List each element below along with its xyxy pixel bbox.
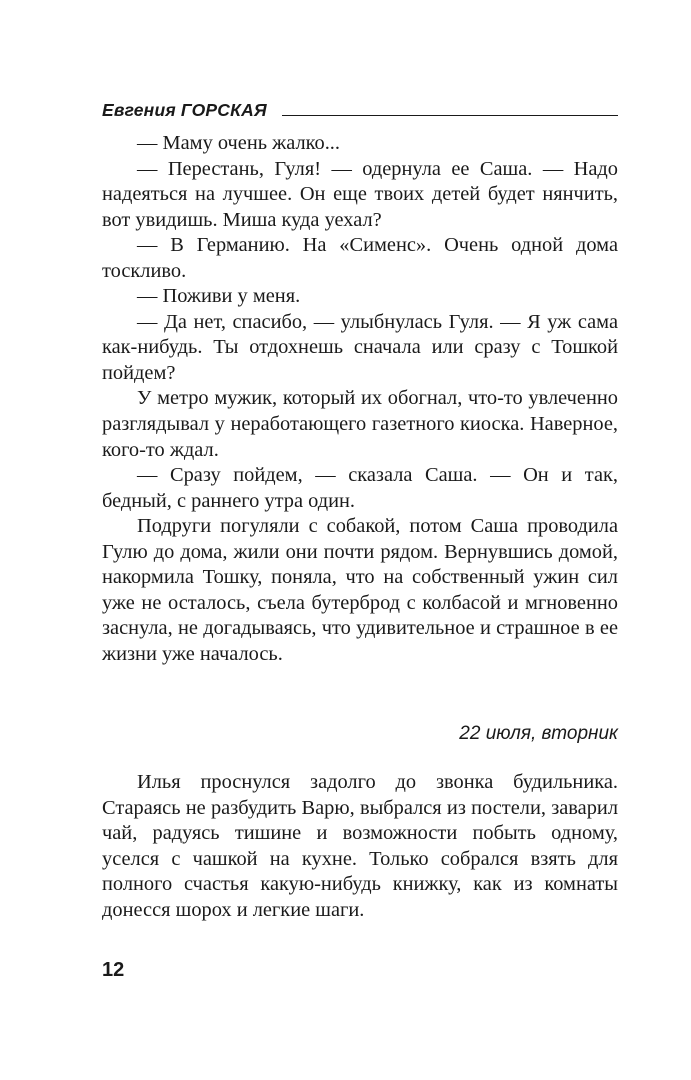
paragraph: — Маму очень жалко... bbox=[137, 132, 340, 154]
paragraph: Подруги погуляли с собакой, потом Саша проводила Гулю до дома, жили они почти рядом. Вернувшись домой, накормила Тошку, поняла, что на собственный ужин сил уже не осталось, съела бутерброд с колбасой и мгновенно заснула, не догадываясь, что удивительное и страшное в ее жизни уже началось. bbox=[102, 515, 618, 665]
paragraph: У метро мужик, который их обогнал, что-то увлеченно разглядывал у неработающего газетного киоска. Наверное, кого-то ждал. bbox=[102, 387, 618, 461]
paragraph: — Да нет, спасибо, — улыбнулась Гуля. — Я уж сама как-нибудь. Ты отдохнешь сначала или сразу с Тошкой пойдем? bbox=[102, 310, 618, 384]
text-block-1 bbox=[102, 131, 618, 667]
page-number: 12 bbox=[102, 959, 125, 981]
running-header bbox=[102, 99, 618, 121]
paragraph: — В Германию. На «Сименс». Очень одной дома тоскливо. bbox=[102, 234, 618, 282]
paragraph: — Перестань, Гуля! — одернула ее Саша. — Надо надеяться на лучшее. Он еще твоих детей будет нянчить, вот увидишь. Миша куда уехал? bbox=[102, 157, 618, 231]
paragraph: — Сразу пойдем, — сказала Саша. — Он и так, бедный, с раннего утра один. bbox=[102, 464, 618, 512]
header-rule bbox=[282, 115, 618, 116]
author-name: Евгения ГОРСКАЯ bbox=[102, 100, 267, 120]
text-block-2 bbox=[102, 770, 618, 923]
paragraph: — Поживи у меня. bbox=[137, 285, 301, 308]
date-heading: 22 июля, вторник bbox=[459, 723, 618, 744]
paragraph: Илья проснулся задолго до звонка будильника. Стараясь не разбудить Варю, выбрался из постели, заварил чай, радуясь тишине и возможности побыть одному, уселся с чашкой на кухне. Только собрался взять для полного счастья какую-нибудь книжку, как из комнаты донесся шорох и легкие шаги. bbox=[102, 771, 618, 921]
